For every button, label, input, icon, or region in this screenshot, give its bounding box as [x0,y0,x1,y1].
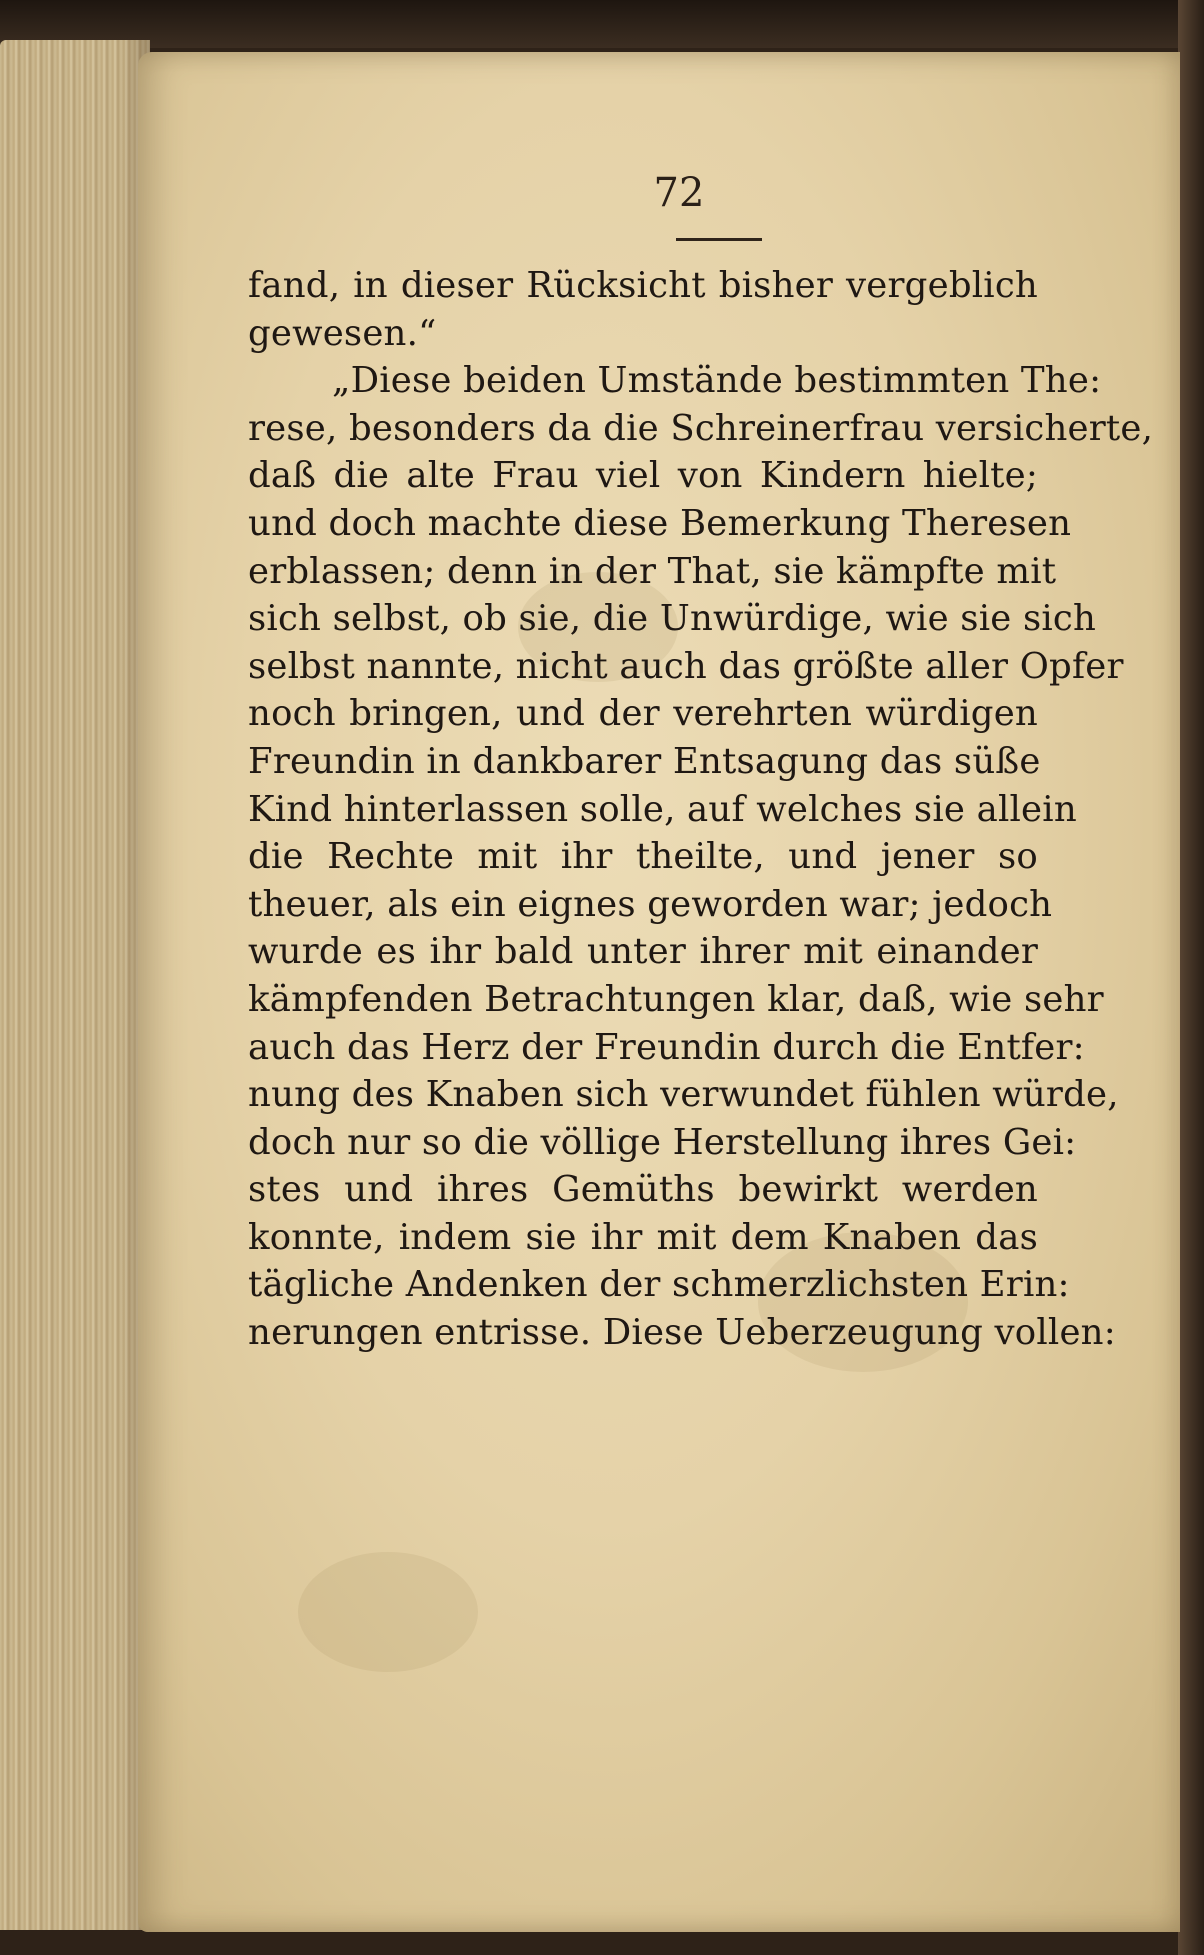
text-line: rese, besonders da die Schreinerfrau versicherte, [248,407,1154,449]
page-body-text [248,262,1154,1357]
text-line: wurde es ihr bald unter ihrer mit einander [248,931,1038,973]
text-line: Freundin in dankbarer Entsagung das süße [248,740,1041,782]
text-line: kämpfenden Betrachtungen klar, daß, wie sehr [248,978,1104,1020]
text-line: nerungen entrisse. Diese Ueberzeugung vollen: [248,1312,1116,1354]
text-line: daß die alte Frau viel von Kindern hielte; [248,455,1038,497]
text-line: nung des Knaben sich verwundet fühlen würde, [248,1074,1119,1116]
page-number: 72 [653,170,705,216]
page-edges-stack [0,40,150,1930]
book-page [138,52,1180,1932]
book-cover-right-edge [1178,0,1204,1955]
text-line: selbst nannte, nicht auch das größte aller Opfer [248,645,1124,687]
text-line: die Rechte mit ihr theilte, und jener so [248,836,1038,878]
text-line: auch das Herz der Freundin durch die Entfer: [248,1026,1085,1068]
paper-stain [298,1552,478,1672]
text-line: stes und ihres Gemüths bewirkt werden [248,1169,1038,1211]
text-line: gewesen.“ [248,312,437,354]
text-line: noch bringen, und der verehrten würdigen [248,693,1038,735]
text-line: fand, in dieser Rücksicht bisher vergeblich [248,265,1038,306]
text-line: erblassen; denn in der That, sie kämpfte mit [248,550,1057,592]
text-line: sich selbst, ob sie, die Unwürdige, wie sie sich [248,598,1097,640]
text-line: theuer, als ein eignes geworden war; jedoch [248,883,1053,925]
book-cover-top-edge [0,0,1204,48]
text-line: konnte, indem sie ihr mit dem Knaben das [248,1216,1038,1258]
text-line: Kind hinterlassen solle, auf welches sie allein [248,788,1077,830]
text-line: und doch machte diese Bemerkung Theresen [248,502,1072,544]
text-line: doch nur so die völlige Herstellung ihres Gei: [248,1121,1077,1163]
page-number-rule [676,238,762,241]
text-line: „Diese beiden Umstände bestimmten The: [332,360,1102,402]
text-line: tägliche Andenken der schmerzlichsten Erin: [248,1264,1070,1306]
